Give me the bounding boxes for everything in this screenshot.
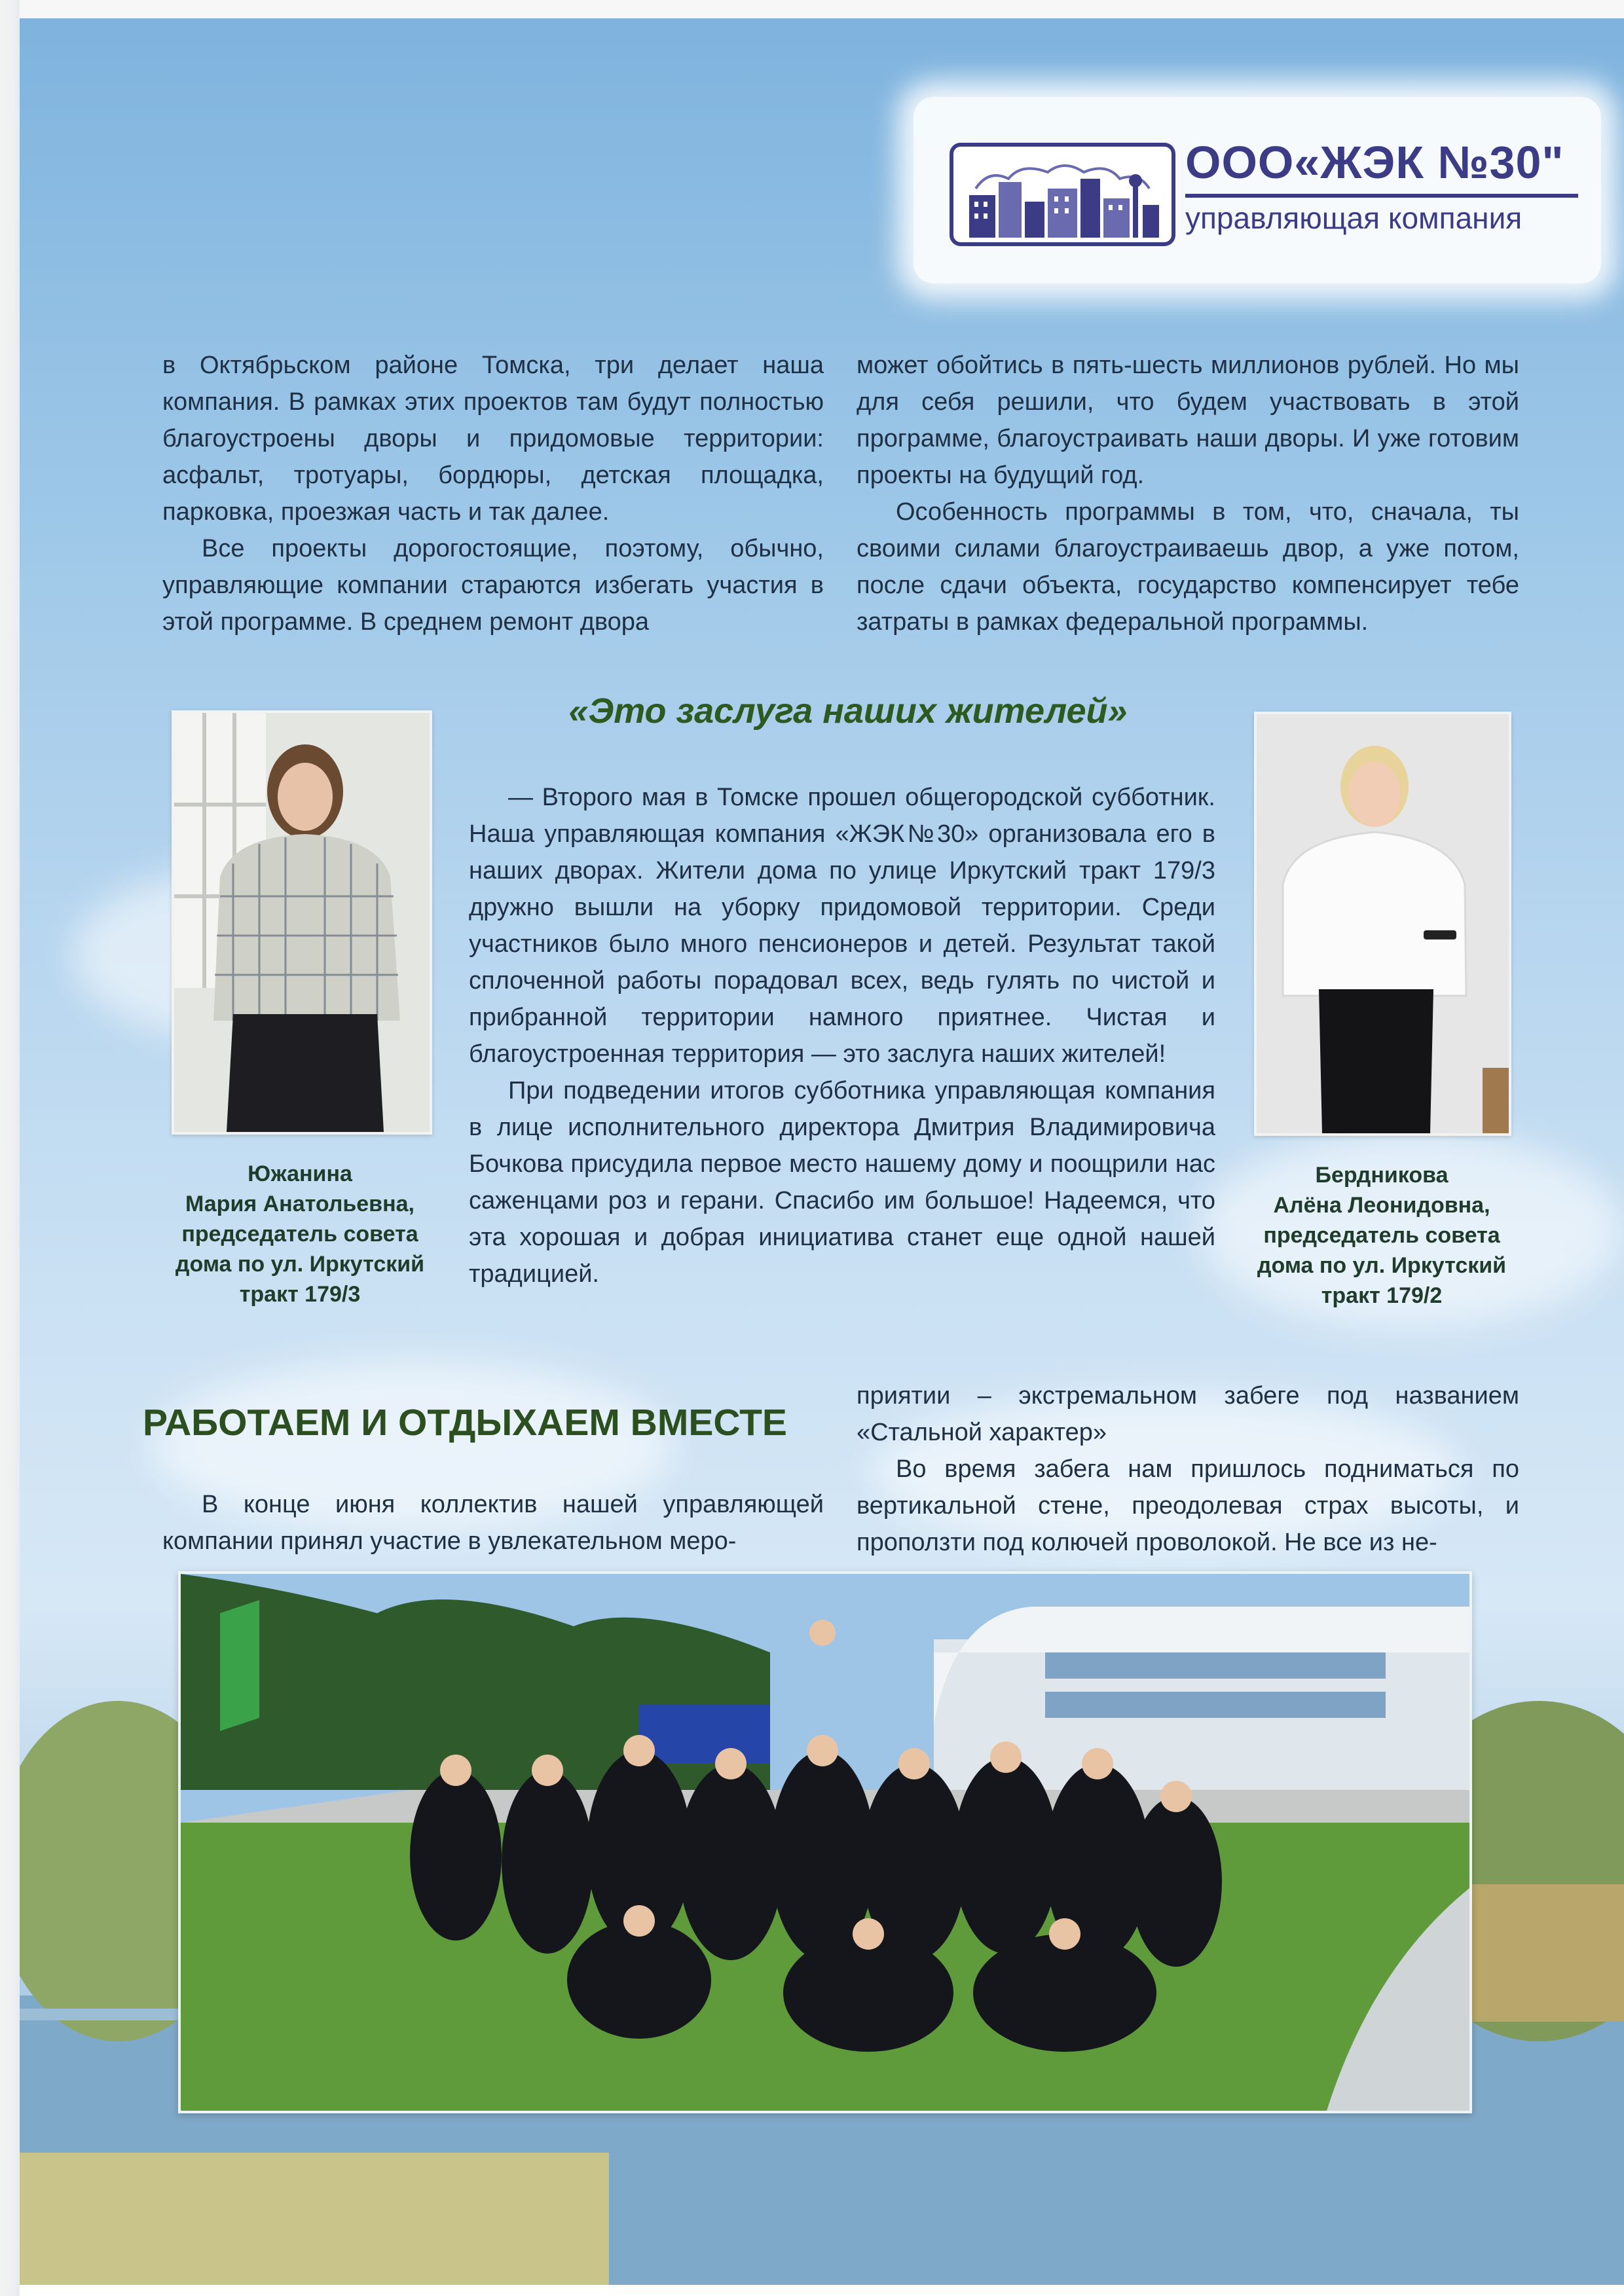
paragraph: Во время забега нам пришлось подниматься по вертикальной стене, преодолевая страх высоты, и проползти под колючей проволокой. Не все из не- (857, 1455, 1519, 1556)
scan-margin-top (0, 0, 1624, 18)
paragraph: При подведении итогов субботника управляющая компания в лице исполнительного директора Дмитрия Владимировича Бочкова присудила первое место нашему дому и поощрили нас саженцами роз и герани. Спасибо им большое! Надеемся, что эта хорошая и добрая инициатива станет еще одной нашей традицией. (469, 1077, 1215, 1288)
caption-line: Бердникова (1315, 1163, 1449, 1188)
paragraph: может обойтись в пять-шесть миллионов рублей. Но мы для себя решили, что будем участвовать в этой программе, благоустраивать наши дворы. И уже готовим проекты на будущий год. (857, 352, 1519, 489)
caption-line: Южанина (248, 1161, 352, 1186)
caption-line: Мария Анатольевна, (185, 1192, 415, 1216)
person-photo-icon (174, 713, 430, 1132)
caption-line: председатель совета (1263, 1223, 1500, 1248)
intro-right-column (857, 347, 1519, 640)
caption-line: дома по ул. Иркутский (175, 1252, 425, 1277)
section2-left-column (162, 1486, 824, 1559)
caption-line: дома по ул. Иркутский (1257, 1253, 1507, 1278)
city-skyline-icon (950, 143, 1175, 246)
portrait-photo-berdnikova (1254, 712, 1511, 1136)
company-subtitle: управляющая компания (1185, 201, 1522, 235)
portrait-photo-yuzhanina (172, 710, 432, 1135)
company-logo (913, 97, 1601, 283)
caption-right-person (1228, 1160, 1536, 1311)
paragraph: Особенность программы в том, что, сначала, ты своими силами благоустраиваешь двор, а уже потом, после сдачи объекта, государство компенсирует тебе затраты в рамках федеральной программы. (857, 498, 1519, 636)
logo-divider (1185, 194, 1578, 198)
caption-line: председатель совета (181, 1222, 418, 1247)
team-group-photo (178, 1571, 1472, 2113)
section-heading: РАБОТАЕМ И ОТДЫХАЕМ ВМЕСТЕ (143, 1402, 787, 1444)
caption-line: тракт 179/3 (239, 1282, 361, 1307)
caption-line: тракт 179/2 (1321, 1283, 1443, 1308)
paragraph: в Октябрьском районе Томска, три делает наша компания. В рамках этих проектов там будут полностью благоустроены дворы и придомовые территории: асфальт, тротуары, бордюры, детская площадка, парковка, проезжая часть и так далее. (162, 352, 824, 526)
scan-margin-left (0, 0, 20, 2296)
section2-right-column (857, 1377, 1519, 1561)
quote-heading: «Это заслуга наших жителей» (568, 691, 1128, 731)
paragraph: В конце июня коллектив нашей управляющей компании принял участие в увлекательном меро- (162, 1491, 824, 1555)
paragraph: — Второго мая в Томске прошел общегородской субботник. Наша управляющая компания «ЖЭК№30» организовала его в наших дворах. Жители дома по улице Иркутский тракт 179/3 дружно вышли на уборку придомовой территории. Среди участников было много пенсионеров и детей. Результат такой сплоченной работы порадовал всех, ведь гулять по чистой и прибранной территории намного приятнее. Чистая и благоустроенная территория — это заслуга наших жителей! (469, 784, 1215, 1068)
group-photo-illustration (181, 1574, 1469, 2111)
intro-left-column (162, 347, 824, 640)
paragraph: Все проекты дорогостоящие, поэтому, обычно, управляющие компании стараются избегать участия в этой программе. В среднем ремонт двора (162, 535, 824, 636)
caption-line: Алёна Леонидовна, (1273, 1193, 1490, 1218)
paragraph: приятии – экстремальном забеге под названием «Стальной характер» (857, 1382, 1519, 1446)
person-photo-icon (1257, 714, 1509, 1133)
company-name: ООО«ЖЭК №30" (1185, 137, 1564, 188)
quote-body (469, 779, 1215, 1292)
caption-left-person (143, 1159, 457, 1309)
